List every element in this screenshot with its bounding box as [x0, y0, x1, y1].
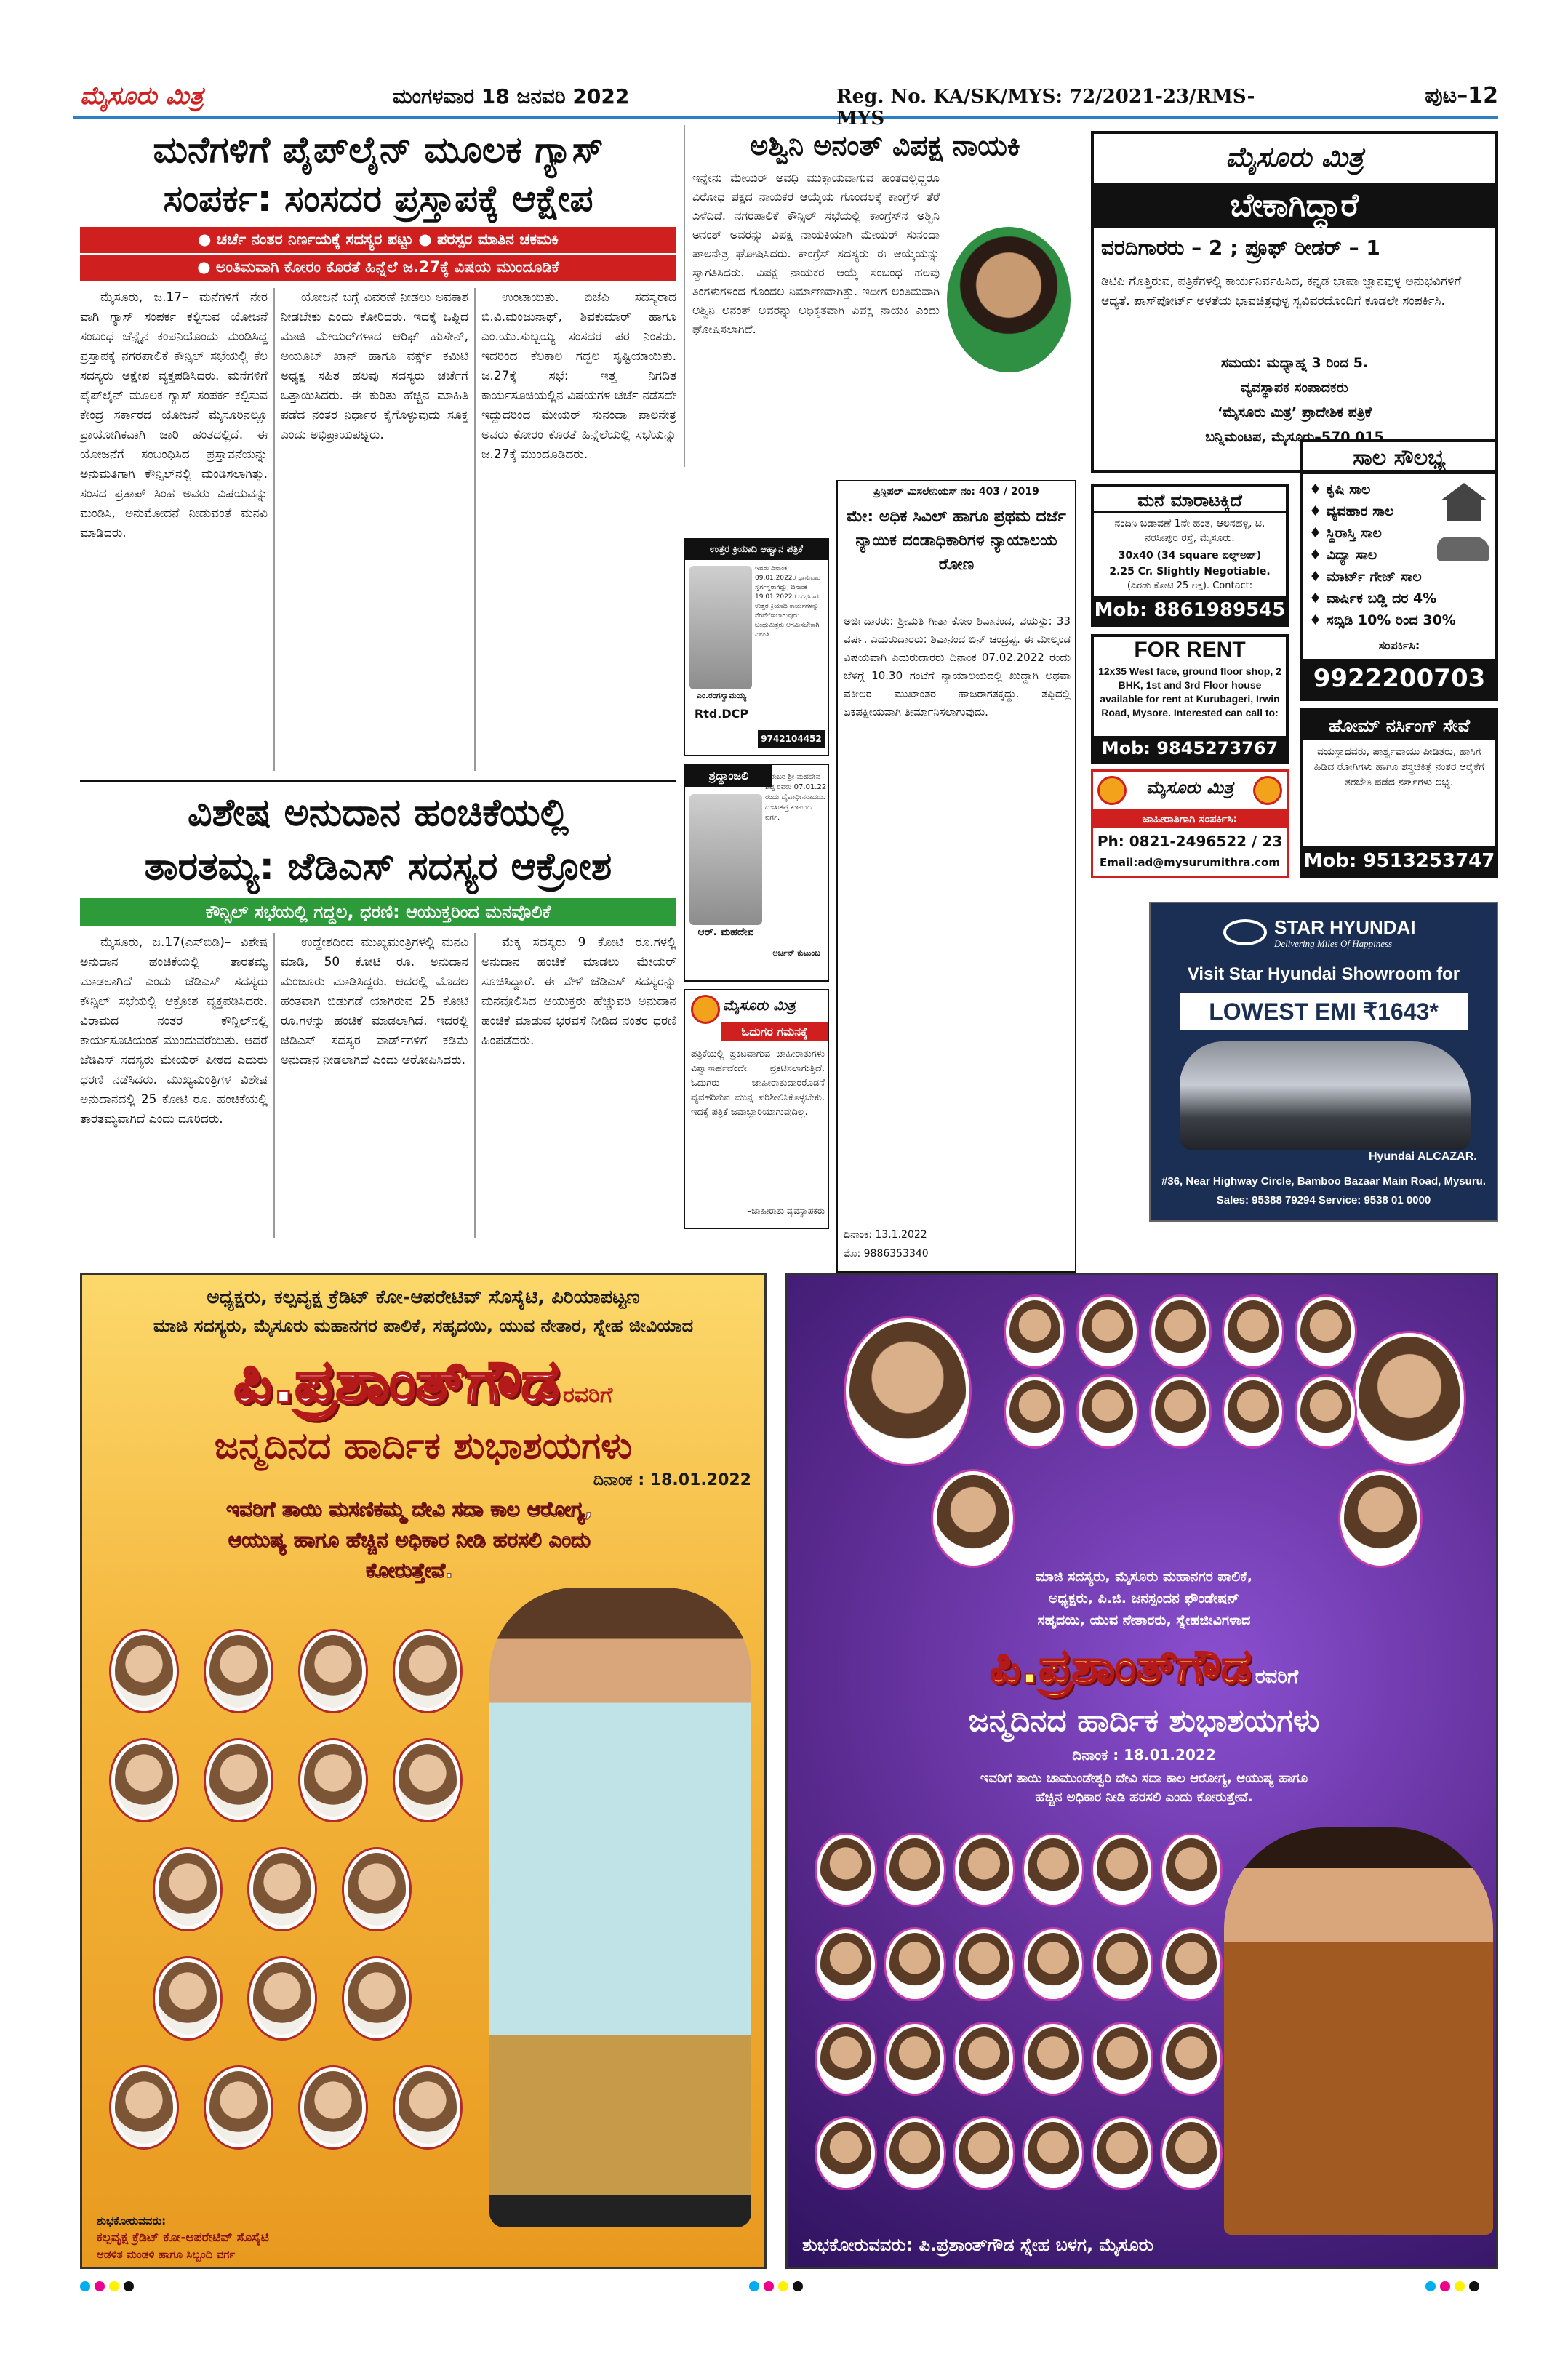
bday1-intro-1: ಅಧ್ಯಕ್ಷರು, ಕಲ್ಪವೃಕ್ಷ ಕ್ರೆಡಿಟ್ ಕೋ-ಆಪರೇಟಿವ್ ಸೊಸೈಟಿ, ಪಿರಿಯಾಪಟ್ಟಣ	[207, 1286, 640, 1308]
leader-photo	[1079, 1377, 1137, 1446]
supporter-photo	[1162, 1929, 1220, 1999]
hyundai-address: #36, Near Highway Circle, Bamboo Bazaar Main Road, Mysuru.	[1161, 1175, 1486, 1188]
loan-item-label: ಸ್ಥಿರಾಸ್ತಿ ಸಾಲ	[1326, 525, 1382, 541]
ad-contact-emblem-left	[1097, 776, 1127, 805]
obit2-family: ಅರ್ಜನ್ ಕುಟುಂಬ	[772, 948, 820, 958]
wanted-time: ಸಮಯ: ಮಧ್ಯಾಹ್ನ 3 ರಿಂದ 5.	[1220, 355, 1369, 371]
bday1-blessing: ಇವರಿಗೆ ತಾಯಿ ಮಸಣಿಕಮ್ಮ ದೇವಿ ಸದಾ ಕಾಲ ಆರೋಗ್ಯ, ಆಯುಷ್ಯ ಹಾಗೂ ಹೆಚ್ಚಿನ ಅಧಿಕಾರ ನೀಡಿ ಹರಸಲಿ ಎಂದು ಕೋರುತ್ತೇವೆ.	[226, 1497, 593, 1582]
story1-column-2	[281, 288, 476, 771]
bday2-name-suffix: ರವರಿಗೆ	[1255, 1666, 1299, 1688]
loan-item: ♦ ಸ್ಥಿರಾಸ್ತಿ ಸಾಲ	[1309, 525, 1382, 541]
loan-item-label: ಮಾರ್ಟ್ ಗೇಜ್ ಸಾಲ	[1326, 569, 1422, 585]
leader-photo	[1355, 1333, 1464, 1464]
house-sale-mobile: Mob: 8861989545	[1094, 596, 1286, 624]
supporter-photo	[1024, 2118, 1082, 2188]
member-photo	[206, 1740, 271, 1820]
obit1-designation: Rtd.DCP	[694, 707, 749, 721]
supporter-photo	[1024, 1835, 1082, 1905]
bday2-name	[875, 1638, 1413, 1704]
member-photo	[344, 1849, 409, 1929]
bday2-date: ದಿನಾಂಕ : 18.01.2022	[1072, 1746, 1216, 1764]
supporter-photo	[955, 2024, 1013, 2094]
bday1-footer-3: ಆಡಳಿತ ಮಂಡಳಿ ಹಾಗೂ ಸಿಬ್ಬಂದಿ ವರ್ಗ	[97, 2248, 236, 2261]
court-title: ಮೇ: ಅಧಿಕ ಸಿವಿಲ್ ಹಾಗೂ ಪ್ರಥಮ ದರ್ಜೆ ನ್ಯಾಯಿಕ ದಂಡಾಧಿಕಾರಿಗಳ ನ್ಯಾಯಾಲಯ ರೋಣ	[847, 508, 1066, 574]
leader-photo	[1006, 1377, 1064, 1446]
loan-ad	[1300, 439, 1498, 701]
bday2-leader-grid	[817, 1289, 1471, 1566]
story1-headline-2: ಸಂಪರ್ಕ: ಸಂಸದರ ಪ್ರಸ್ತಾಪಕ್ಕೆ ಆಕ್ಷೇಪ	[163, 177, 593, 220]
leader-photo	[846, 1318, 969, 1464]
readers-notice-emblem	[691, 995, 720, 1024]
obit2-text: ಕುರುಬರ ಶ್ರೀ ಮಹದೇವ ಶೆಟ್ಟಿ ರವರು 07.01.22 ರಂದು ದೈವಾಧೀನರಾದರು. ದುಃಖತಪ್ತ ಕುಟುಂಬ ವರ್ಗ.	[765, 773, 827, 822]
member-photo	[155, 1849, 220, 1929]
hyundai-model: Hyundai ALCAZAR.	[1369, 1150, 1477, 1163]
story2-column-3	[481, 933, 676, 1238]
ad-contact-emblem-right	[1253, 776, 1282, 805]
supporter-photo	[817, 1929, 875, 1999]
house-sale-size: 30x40 (34 square ಬಿಲ್ಡ್‌ಅಪ್)	[1118, 550, 1262, 561]
wanted-logo: ಮೈಸೂರು ಮಿತ್ರ	[1225, 141, 1364, 173]
member-photo	[155, 1958, 220, 2038]
loan-item: ♦ ವಿದ್ಯಾ ಸಾಲ	[1309, 547, 1377, 563]
loan-item: ♦ ಕೃಷಿ ಸಾಲ	[1309, 481, 1371, 497]
story2	[80, 780, 676, 1238]
bday2-supporter-grid	[817, 1835, 1224, 2213]
loan-contact-label: ಸಂಪರ್ಕಿಸಿ:	[1378, 638, 1420, 652]
birthday-ad-1	[80, 1273, 767, 2269]
supporter-photo	[886, 2118, 944, 2188]
bday1-wish: ಜನ್ಮದಿನದ ಹಾರ್ದಿಕ ಶುಭಾಶಯಗಳು	[214, 1425, 633, 1467]
court-date: ದಿನಾಂಕ: 13.1.2022	[844, 1229, 927, 1241]
wanted-posts: ವರದಿಗಾರರು – 2 ; ಪ್ರೂಫ್ ರೀಡರ್ – 1	[1101, 236, 1380, 260]
obit1-phone: 9742104452	[758, 730, 825, 748]
house-sale-text: ನಂದಿನಿ ಬಡಾವಣೆ 1ನೇ ಹಂತ, ಆಲನಹಳ್ಳಿ, ಟಿ. ನರಸೀಪುರ ರಸ್ತೆ, ಮೈಸೂರು.	[1114, 518, 1265, 544]
leader-photo	[1224, 1377, 1282, 1446]
supporter-photo	[955, 2118, 1013, 2188]
masthead-logo: ಮೈಸೂರು ಮಿತ್ರ	[80, 81, 204, 111]
story1-col1-text: ಮೈಸೂರು, ಜ.17– ಮನೆಗಳಿಗೆ ನೇರ ವಾಗಿ ಗ್ಯಾಸ್ ಸಂಪರ್ಕ ಕಲ್ಪಿಸುವ ಯೋಜನೆ ಸಂಬಂಧ ಚೆನ್ನೈನ ಕಂಪನಿಯೊಂದು ಮಂಡಿಸಿದ್ದ ಪ್ರಸ್ತಾಪಕ್ಕೆ ನಗರಪಾಲಿಕೆ ಕೌನ್ಸಿಲ್ ಸಭೆಯಲ್ಲಿ ಕೆಲ ಸದಸ್ಯರು ಆಕ್ಷೇಪ ವ್ಯಕ್ತಪಡಿಸಿದರು. ಮನೆಗಳಿಗೆ ಪೈಪ್‌ಲೈನ್ ಮೂಲಕ ಗ್ಯಾಸ್ ಸಂಪರ್ಕ ಕಲ್ಪಿಸುವ ಕೇಂದ್ರ ಸರ್ಕಾರದ ಯೋಜನೆ ಮೈಸೂರಿನಲ್ಲೂ ಪ್ರಾಯೋಗಿಕವಾಗಿ ಜಾರಿ ಹಂತದಲ್ಲಿದೆ. ಈ ಯೋಜನೆಗೆ ಸಂಬಂಧಿಸಿದ ಪ್ರಸ್ತಾವನೆಯನ್ನು ಅನುಮತಿಗಾಗಿ ಕೌನ್ಸಿಲ್‌ನಲ್ಲಿ ಮಂಡಿಸಲಾಗಿತ್ತು. ಸಂಸದ ಪ್ರತಾಪ್ ಸಿಂಹ ಅವರು ವಿಷಯವನ್ನು ಮಂಡಿಸಿ, ಅನುಮೋದನೆ ನೀಡುವಂತೆ ಮನವಿ ಮಾಡಿದರು.	[80, 290, 268, 540]
readers-notice	[684, 989, 829, 1229]
story2-column-1	[80, 933, 275, 1238]
leader-photo	[1297, 1377, 1355, 1446]
hyundai-car-image	[1180, 1041, 1471, 1150]
story1-col3-text: ಉಂಟಾಯಿತು. ಬಿಜೆಪಿ ಸದಸ್ಯರಾದ ಬಿ.ವಿ.ಮಂಜುನಾಥ್, ಶಿವಕುಮಾರ್ ಹಾಗೂ ಎಂ.ಯು.ಸುಬ್ಬಯ್ಯ ಸಂಸದರ ಪರ ನಿಂತರು. ಇದರಿಂದ ಕೆಲಕಾಲ ಗದ್ದಲ ಸೃಷ್ಟಿಯಾಯಿತು. ಜ.27ಕ್ಕೆ ಸಭೆ: ಇತ್ತ ನಿಗದಿತ ಕಾರ್ಯಸೂಚಿಯಲ್ಲಿನ ವಿಷಯಗಳ ಚರ್ಚೆ ನಡೆಸದೇ ಇದ್ದುದರಿಂದ ಮೇಯರ್ ಸುನಂದಾ ಪಾಲನೇತ್ರ ಅವರು ಕೋರಂ ಕೊರತೆ ಹಿನ್ನೆಲೆಯಲ್ಲಿ ಸಭೆಯನ್ನು ಜ.27ಕ್ಕೆ ಮುಂದೂಡಿದರು.	[481, 290, 676, 462]
house-sale-title: ಮನೆ ಮಾರಾಟಕ್ಕಿದೆ	[1094, 487, 1286, 513]
loan-item-label: ವಿದ್ಯಾ ಸಾಲ	[1326, 547, 1377, 563]
readers-notice-text: ಪತ್ರಿಕೆಯಲ್ಲಿ ಪ್ರಕಟವಾಗುವ ಜಾಹೀರಾತುಗಳು ವಿಶ್ವಾಸಾರ್ಹವೆಂದೇ ಪ್ರಕಟಿಸಲಾಗುತ್ತಿದೆ. ಓದುಗರು ಜಾಹೀರಾತುದಾರರೊಡನೆ ವ್ಯವಹರಿಸುವ ಮುನ್ನ ಪರಿಶೀಲಿಸಿಕೊಳ್ಳಬೇಕು. ಇದಕ್ಕೆ ಪತ್ರಿಕೆ ಜವಾಬ್ದಾರಿಯಾಗುವುದಿಲ್ಲ.	[691, 1049, 825, 1118]
leader-photo	[1151, 1297, 1209, 1366]
for-rent-text: 12x35 West face, ground floor shop, 2 BHK, 1st and 3rd Floor house available for rent at Kurubageri, Irwin Road, Mysore. Interested can call to:	[1098, 665, 1281, 718]
wanted-address: ಬನ್ನಿಮಂಟಪ, ಮೈಸೂರು–570 015	[1205, 429, 1384, 445]
supporter-photo	[886, 1929, 944, 1999]
story1	[80, 125, 676, 772]
ad-contact-logo: ಮೈಸೂರು ಮಿತ್ರ	[1146, 777, 1233, 798]
readers-notice-logo: ಮೈಸೂರು ಮಿತ್ರ	[723, 996, 796, 1014]
leader-photo	[933, 1471, 1013, 1566]
leader-photo	[1079, 1297, 1137, 1366]
loan-item-label: ಸಬ್ಸಿಡಿ 10% ರಿಂದ 30%	[1326, 612, 1456, 628]
member-photo	[395, 1631, 460, 1711]
story2-col2-text: ಉದ್ದೇಶದಿಂದ ಮುಖ್ಯಮಂತ್ರಿಗಳಲ್ಲಿ ಮನವಿ ಮಾಡಿ, 50 ಕೋಟಿ ರೂ. ಅನುದಾನ ಮಂಜೂರು ಮಾಡಿಸಿದ್ದರು. ಆದರಲ್ಲಿ ಮೊದಲ ಹಂತವಾಗಿ ಬಿಡುಗಡೆ ಯಾಗಿರುವ 25 ಕೋಟಿ ರೂ.ಗಳನ್ನು ಹಂಚಿಕೆ ಮಾಡಲಾಗಿದೆ. ಇದರಲ್ಲಿ ಜೆಡಿಎಸ್ ಸದಸ್ಯರ ವಾರ್ಡ್‌ಗಳಿಗೆ ಕಡಿಮೆ ಅನುದಾನ ನೀಡಲಾಗಿದೆ ಎಂದು ಆರೋಪಿಸಿದರು.	[281, 935, 468, 1068]
story2-col3-text: ಮೆಕ್ಕ ಸದಸ್ಯರು 9 ಕೋಟಿ ರೂ.ಗಳಲ್ಲಿ ಅನುದಾನ ಹಂಚಿಕೆ ಮಾಡಲು ಮೇಯರ್ ಸೂಚಿಸಿದ್ದಾರೆ. ಈ ವೇಳೆ ಜೆಡಿಎಸ್ ಸದಸ್ಯರನ್ನು ಮನವೊಲಿಸಿದ ಆಯುಕ್ತರು ಹೆಚ್ಚುವರಿ ಅನುದಾನ ಹಂಚಿಕೆ ಮಾಡುವ ಭರವಸೆ ನೀಡಿದ ನಂತರ ಧರಣಿ ಹಿಂಪಡೆದರು.	[481, 935, 676, 1048]
bday2-intro-2: ಅಧ್ಯಕ್ಷರು, ಪಿ.ಜಿ. ಜನಸ್ಪಂದನ ಫೌಂಡೇಷನ್	[1048, 1590, 1240, 1606]
obit1-photo	[689, 566, 752, 689]
loan-phone: 9922200703	[1303, 659, 1495, 698]
ad-contact-email: Email:ad@mysurumithra.com	[1100, 856, 1280, 869]
reg-dots-left	[80, 2281, 153, 2295]
loan-items	[1309, 479, 1491, 660]
ad-contact-box	[1091, 769, 1289, 878]
bday2-name-text: ಪಿ.ಪ್ರಶಾಂತ್‌ಗೌಡ	[989, 1638, 1252, 1694]
story1-headline-1: ಮನೆಗಳಿಗೆ ಪೈಪ್‌ಲೈನ್ ಮೂಲಕ ಗ್ಯಾಸ್	[153, 129, 604, 171]
bday1-footer-2: ಕಲ್ಪವೃಕ್ಷ ಕ್ರೆಡಿಟ್ ಕೋ-ಆಪರೇಟಿವ್ ಸೊಸೈಟಿ	[97, 2230, 269, 2245]
court-text: ಅರ್ಜಿದಾರರು: ಶ್ರೀಮತಿ ಗೀತಾ ಕೋಂ ಶಿವಾನಂದ, ವಯಸ್ಸು: 33 ವರ್ಷ. ಎದುರುದಾರರು: ಶಿವಾನಂದ ಬಿನ್ ಚಂದ್ರಪ್ಪ. ಈ ಮೇಲ್ಕಂಡ ವಿಷಯವಾಗಿ ಎದುರುದಾರರು ದಿನಾಂಕ 07.02.2022 ರಂದು ಬೆಳಿಗ್ಗೆ 10.30 ಗಂಟೆಗೆ ನ್ಯಾಯಾಲಯದಲ್ಲಿ ಖುದ್ದಾಗಿ ಅಥವಾ ವಕೀಲರ ಮುಖಾಂತರ ಹಾಜರಾಗತಕ್ಕದ್ದು. ತಪ್ಪಿದಲ್ಲಿ ಏಕಪಕ್ಷೀಯವಾಗಿ ತೀರ್ಮಾನಿಸಲಾಗುವುದು.	[844, 614, 1071, 718]
masthead-reg: Reg. No. KA/SK/MYS: 72/2021-23/RMS-MYS	[836, 86, 1255, 129]
court-header: ಪ್ರಿನ್ಸಿಪಲ್ ಮಿಸಲೇನಿಯಸ್ ನಂ: 403 / 2019	[873, 486, 1039, 497]
member-photo	[395, 2067, 460, 2147]
leader-photo	[1224, 1297, 1282, 1366]
nursing-ad	[1300, 708, 1498, 878]
obit1-text: ಇವರು ದಿನಾಂಕ 09.01.2022ರ ಭಾನುವಾರ ಸ್ವರ್ಗಸ್ಥರಾಗಿದ್ದು, ದಿನಾಂಕ 19.01.2022ರ ಬುಧವಾರ ಉತ್ತರ ಕ್ರಿಯಾದಿ ಕಾರ್ಯಗಳನ್ನು ನೆರವೇರಿಸಲಾಗುವುದು. ಬಂಧುಮಿತ್ರರು ಆಗಮಿಸಬೇಕಾಗಿ ವಿನಂತಿ.	[755, 565, 821, 638]
supporter-photo	[817, 1835, 875, 1905]
wanted-ad	[1091, 131, 1498, 473]
for-rent-mobile: Mob: 9845273767	[1094, 736, 1286, 761]
bday2-intro-3: ಸಹೃದಯಿ, ಯುವ ನೇತಾರರು, ಸ್ನೇಹಜೀವಿಗಳಾದ	[1037, 1612, 1251, 1628]
member-photo	[206, 1631, 271, 1711]
readers-notice-title: ಓದುಗರ ಗಮನಕ್ಕೆ	[721, 1022, 828, 1041]
loan-item-label: ಕೃಷಿ ಸಾಲ	[1326, 481, 1371, 497]
supporter-photo	[1162, 2118, 1220, 2188]
ad-contact-phone: Ph: 0821-2496522 / 23	[1097, 833, 1283, 850]
leader-photo	[1340, 1471, 1420, 1566]
member-photo	[249, 1958, 315, 2038]
page-number: ಪುಟ–12	[1425, 83, 1498, 108]
supporter-photo	[1093, 2024, 1151, 2094]
wanted-editor: ವ್ಯವಸ್ಥಾಪಕ ಸಂಪಾದಕರು	[1241, 380, 1348, 396]
member-photo	[249, 1849, 315, 1929]
loan-item-label: ವಾರ್ಷಿಕ ಬಡ್ಡಿ ದರ 4%	[1326, 590, 1437, 606]
birthday-ad-2	[785, 1273, 1498, 2269]
supporter-photo	[1024, 1929, 1082, 1999]
ashwini-story	[684, 125, 1076, 467]
supporter-photo	[1093, 1835, 1151, 1905]
supporter-photo	[886, 2024, 944, 2094]
nursing-mobile: Mob: 9513253747	[1303, 846, 1495, 876]
reg-dots-right	[1425, 2281, 1498, 2295]
member-photo	[300, 1631, 366, 1711]
bday1-footer	[97, 2213, 533, 2265]
bday1-name	[82, 1348, 764, 1428]
story2-headline-1: ವಿಶೇಷ ಅನುದಾನ ಹಂಚಿಕೆಯಲ್ಲಿ	[187, 791, 569, 835]
member-photo	[395, 1740, 460, 1820]
ad-contact-sub: ಜಾಹೀರಾತಿಗಾಗಿ ಸಂಪರ್ಕಿಸಿ:	[1093, 809, 1287, 828]
for-rent-title: FOR RENT	[1134, 638, 1246, 662]
supporter-photo	[955, 1929, 1013, 1999]
obit2-name: ಆರ್. ಮಹದೇವ	[697, 926, 754, 938]
bday2-blessing: ಇವರಿಗೆ ತಾಯಿ ಚಾಮುಂಡೇಶ್ವರಿ ದೇವಿ ಸದಾ ಕಾಲ ಆರೋಗ್ಯ, ಆಯುಷ್ಯ ಹಾಗೂ ಹೆಚ್ಚಿನ ಅಧಿಕಾರ ನೀಡಿ ಹರಸಲಿ ಎಂದು ಕೋರುತ್ತೇವೆ.	[980, 1771, 1308, 1805]
obit1-title: ಉತ್ತರ ಕ್ರಿಯಾದಿ ಆಹ್ವಾನ ಪತ್ರಿಕೆ	[685, 540, 828, 560]
bday2-wish: ಜನ್ಮದಿನದ ಹಾರ್ದಿಕ ಶುಭಾಶಯಗಳು	[968, 1702, 1320, 1738]
supporter-photo	[1093, 2118, 1151, 2188]
supporter-photo	[1024, 2024, 1082, 2094]
bday2-intro-1: ಮಾಜಿ ಸದಸ್ಯರು, ಮೈಸೂರು ಮಹಾನಗರ ಪಾಲಿಕೆ,	[1036, 1569, 1252, 1585]
masthead-date: ಮಂಗಳವಾರ 18 ಜನವರಿ 2022	[393, 84, 630, 108]
bday2-footer: ಶುಭಕೋರುವವರು: ಪಿ.ಪ್ರಶಾಂತ್‌ಗೌಡ ಸ್ನೇಹ ಬಳಗ, ಮೈಸೂರು	[802, 2235, 1154, 2255]
supporter-photo	[1093, 1929, 1151, 1999]
story2-col1-text: ಮೈಸೂರು, ಜ.17(ಎಸ್‌ಬಿಡಿ)– ವಿಶೇಷ ಅನುದಾನ ಹಂಚಿಕೆಯಲ್ಲಿ ತಾರತಮ್ಯ ಮಾಡಲಾಗಿದೆ ಎಂದು ಜೆಡಿಎಸ್ ಸದಸ್ಯರು ಕೌನ್ಸಿಲ್ ಸಭೆಯಲ್ಲಿ ಆಕ್ರೋಶ ವ್ಯಕ್ತಪಡಿಸಿದರು. ವಿರಾಮದ ನಂತರ ಕೌನ್ಸಿಲ್‌ನಲ್ಲಿ ಕಾರ್ಯಸೂಚಿಯಂತೆ ಮುಂದುವರೆಯಿತು. ಆದರೆ ಜೆಡಿಎಸ್ ಸದಸ್ಯರು ಮೇಯರ್ ಪೀಠದ ಎದುರು ಧರಣಿ ನಡೆಸಿದರು. ಮುಖ್ಯಮಂತ್ರಿಗಳ ವಿಶೇಷ ಅನುದಾನದಲ್ಲಿ 25 ಕೋಟಿ ರೂ. ಹಂಚಿಕೆಯಲ್ಲಿ ತಾರತಮ್ಯವಾಗಿದೆ ಎಂದು ದೂರಿದರು.	[80, 935, 268, 1126]
nursing-text: ವಯಸ್ಸಾದವರು, ಪಾರ್ಶ್ವವಾಯು ಪೀಡಿತರು, ಹಾಸಿಗೆ ಹಿಡಿದ ರೋಗಿಗಳು ಹಾಗೂ ಶಸ್ತ್ರಚಿಕಿತ್ಸೆ ನಂತರ ಆರೈಕೆಗೆ ತರಬೇತಿ ಪಡೆದ ನರ್ಸ್‌ಗಳು ಲಭ್ಯ.	[1313, 746, 1485, 788]
court-footer: ಮೊ: 9886353340	[844, 1248, 929, 1260]
story1-col2-text: ಯೋಜನೆ ಬಗ್ಗೆ ವಿವರಣೆ ನೀಡಲು ಅವಕಾಶ ನೀಡಬೇಕು ಎಂದು ಕೋರಿದರು. ಇದಕ್ಕೆ ಒಪ್ಪಿದ ಮಾಜಿ ಮೇಯರ್‌ಗಳಾದ ಆರಿಫ್ ಹುಸೇನ್, ಅಯೂಬ್ ಖಾನ್ ಹಾಗೂ ವರ್ಕ್ಸ್ ಕಮಿಟಿ ಅಧ್ಯಕ್ಷ ಸಹಿತ ಹಲವು ಸದಸ್ಯರು ಚರ್ಚೆಗೆ ಒತ್ತಾಯಿಸಿದರು. ಈ ಕುರಿತು ಹೆಚ್ಚಿನ ಮಾಹಿತಿ ಪಡೆದ ನಂತರ ನಿರ್ಧಾರ ಕೈಗೊಳ್ಳುವುದು ಸೂಕ್ತ ಎಂದು ಅಭಿಪ್ರಾಯಪಟ್ಟರು.	[281, 290, 468, 442]
obit2-photo	[689, 794, 762, 925]
loan-title: ಸಾಲ ಸೌಲಭ್ಯ	[1303, 442, 1495, 474]
story2-column-2	[281, 933, 476, 1238]
house-sale-ad	[1091, 484, 1289, 627]
bday2-intro	[977, 1566, 1311, 1636]
ashwini-photo	[947, 227, 1071, 372]
loan-item: ♦ ಸಬ್ಸಿಡಿ 10% ರಿಂದ 30%	[1309, 612, 1456, 628]
story2-headline-2: ತಾರತಮ್ಯ: ಜೆಡಿಎಸ್ ಸದಸ್ಯರ ಆಕ್ರೋಶ	[144, 845, 612, 889]
story1-column-1	[80, 288, 275, 771]
supporter-photo	[886, 1835, 944, 1905]
loan-item: ♦ ಮಾರ್ಟ್ ಗೇಜ್ ಸಾಲ	[1309, 569, 1422, 585]
member-photo	[111, 1631, 177, 1711]
supporter-photo	[955, 1835, 1013, 1905]
bday1-date: ದಿನಾಂಕ : 18.01.2022	[593, 1471, 751, 1489]
bday1-member-grid	[104, 1631, 482, 2184]
member-photo	[111, 1740, 177, 1820]
story1-column-3	[481, 288, 676, 771]
court-notice	[836, 480, 1076, 1273]
loan-item: ♦ ವಾರ್ಷಿಕ ಬಡ್ಡಿ ದರ 4%	[1309, 590, 1437, 606]
obituary-1	[684, 538, 829, 756]
member-photo	[300, 2067, 366, 2147]
story1-strip-2: ● ಅಂತಿಮವಾಗಿ ಕೋರಂ ಕೊರತೆ ಹಿನ್ನೆಲೆ ಜ.27ಕ್ಕೆ ವಿಷಯ ಮುಂದೂಡಿಕೆ	[80, 255, 676, 281]
for-rent-ad	[1091, 634, 1289, 764]
hyundai-logo-icon	[1223, 919, 1267, 945]
hyundai-emi: LOWEST EMI ₹1643*	[1180, 993, 1468, 1030]
supporter-photo	[817, 2118, 875, 2188]
bday1-footer-1: ಶುಭಕೋರುವವರು:	[97, 2214, 167, 2227]
loan-item-label: ವ್ಯವಹಾರ ಸಾಲ	[1326, 503, 1394, 519]
hyundai-phones: Sales: 95388 79294 Service: 9538 01 0000	[1216, 1194, 1431, 1206]
supporter-photo	[1162, 1835, 1220, 1905]
bday2-hero-photo	[1224, 1827, 1493, 2235]
readers-notice-sign: –ಜಾಹೀರಾತು ವ್ಯವಸ್ಥಾಪಕರು	[747, 1206, 825, 1216]
bday1-hero-photo	[489, 1588, 751, 2227]
wanted-desc: ಡಿಟಿಪಿ ಗೊತ್ತಿರುವ, ಪತ್ರಿಕೆಗಳಲ್ಲಿ ಕಾರ್ಯನಿರ್ವಹಿಸಿದ, ಕನ್ನಡ ಭಾಷಾ ಜ್ಞಾನವುಳ್ಳ ಅನುಭವಿಗಳಿಗೆ ಆದ್ಯತೆ. ಪಾಸ್‌ಪೋರ್ಟ್ ಅಳತೆಯ ಭಾವಚಿತ್ರವುಳ್ಳ ಸ್ವವಿವರದೊಂದಿಗೆ ಕೂಡಲೇ ಸಂಪರ್ಕಿಸಿ.	[1101, 274, 1462, 308]
supporter-photo	[817, 2024, 875, 2094]
bday1-name-text: ಪಿ.ಪ್ರಶಾಂತ್‌ಗೌಡ	[233, 1348, 559, 1417]
registration-marks	[80, 2281, 1498, 2295]
reg-dots-center	[749, 2281, 822, 2295]
member-photo	[206, 2067, 271, 2147]
hyundai-visit: Visit Star Hyundai Showroom for	[1187, 964, 1460, 984]
bday1-name-suffix: ರವರಿಗೆ	[562, 1382, 613, 1408]
ashwini-text: ಇನ್ನೇನು ಮೇಯರ್ ಅವಧಿ ಮುಕ್ತಾಯವಾಗುವ ಹಂತದಲ್ಲಿದ್ದರೂ ವಿರೋಧ ಪಕ್ಷದ ನಾಯಕರ ಆಯ್ಕೆಯ ಗೊಂದಲಕ್ಕೆ ಕಾಂಗ್ರೆಸ್ ತೆರೆ ಎಳೆದಿದೆ. ನಗರಪಾಲಿಕೆ ಕೌನ್ಸಿಲ್ ಸಭೆಯಲ್ಲಿ ಕಾಂಗ್ರೆಸ್‌ನ ಅಶ್ವಿನಿ ಅನಂತ್ ಅವರನ್ನು ವಿಪಕ್ಷ ನಾಯಕಿಯಾಗಿ ಮೇಯರ್ ಸುನಂದಾ ಪಾಲನೇತ್ರ ಘೋಷಿಸಿದರು. ಕಾಂಗ್ರೆಸ್ ಸದಸ್ಯರು ಈ ಆಯ್ಕೆಯನ್ನು ಸ್ವಾಗತಿಸಿದರು. ವಿಪಕ್ಷ ನಾಯಕರ ಆಯ್ಕೆ ಸಂಬಂಧ ಹಲವು ತಿಂಗಳುಗಳಿಂದ ಗೊಂದಲ ನಿರ್ಮಾಣವಾಗಿತ್ತು. ಇದೀಗ ಅಂತಿಮವಾಗಿ ಅಶ್ವಿನಿ ಅನಂತ್ ಅವರನ್ನು ಅಧಿಕೃತವಾಗಿ ವಿಪಕ್ಷ ನಾಯಕಿ ಎಂದು ಘೋಷಿಸಲಾಗಿದೆ.	[692, 171, 940, 336]
wanted-office: ‘ಮೈಸೂರು ಮಿತ್ರ’ ಪ್ರಾದೇಶಿಕ ಪತ್ರಿಕೆ	[1217, 404, 1372, 420]
obit2-title: ಶ್ರದ್ಧಾಂಜಲಿ	[685, 765, 772, 787]
story2-strip: ಕೌನ್ಸಿಲ್ ಸಭೆಯಲ್ಲಿ ಗದ್ದಲ, ಧರಣಿ: ಆಯುಕ್ತರಿಂದ ಮನವೊಲಿಕೆ	[80, 898, 676, 926]
supporter-photo	[1162, 2024, 1220, 2094]
leader-photo	[1006, 1297, 1064, 1366]
loan-item: ♦ ವ್ಯವಹಾರ ಸಾಲ	[1309, 503, 1394, 519]
leader-photo	[1297, 1297, 1355, 1366]
masthead	[73, 79, 1498, 129]
member-photo	[111, 2067, 177, 2147]
obituary-2	[684, 764, 829, 982]
hyundai-brand: STAR HYUNDAI	[1274, 916, 1416, 938]
house-sale-note: (ಎರಡು ಕೋಟಿ 25 ಲಕ್ಷ). Contact:	[1127, 580, 1253, 591]
hyundai-tagline: Delivering Miles Of Happiness	[1274, 938, 1393, 949]
member-photo	[344, 1958, 409, 2038]
wanted-title: ಬೇಕಾಗಿದ್ದಾರೆ	[1094, 183, 1495, 228]
house-sale-price: 2.25 Cr. Slightly Negotiable.	[1109, 566, 1271, 577]
member-photo	[300, 1740, 366, 1820]
obit1-name: ಎಂ.ರಂಗಸ್ವಾಮಯ್ಯ	[696, 691, 747, 700]
nursing-title: ಹೋಮ್ ನರ್ಸಿಂಗ್ ಸೇವೆ	[1303, 711, 1495, 740]
hyundai-ad	[1149, 902, 1498, 1222]
ashwini-headline: ಅಶ್ವಿನಿ ಅನಂತ್ ವಿಪಕ್ಷ ನಾಯಕಿ	[750, 129, 1020, 161]
leader-photo	[1151, 1377, 1209, 1446]
story1-strip-1: ● ಚರ್ಚೆ ನಂತರ ನಿರ್ಣಯಕ್ಕೆ ಸದಸ್ಯರ ಪಟ್ಟು ● ಪರಸ್ಪರ ಮಾತಿನ ಚಕಮಕಿ	[80, 227, 676, 253]
bday1-intro-2: ಮಾಜಿ ಸದಸ್ಯರು, ಮೈಸೂರು ಮಹಾನಗರ ಪಾಲಿಕೆ, ಸಹೃದಯಿ, ಯುವ ನೇತಾರ, ಸ್ನೇಹ ಜೀವಿಯಾದ	[153, 1316, 694, 1336]
